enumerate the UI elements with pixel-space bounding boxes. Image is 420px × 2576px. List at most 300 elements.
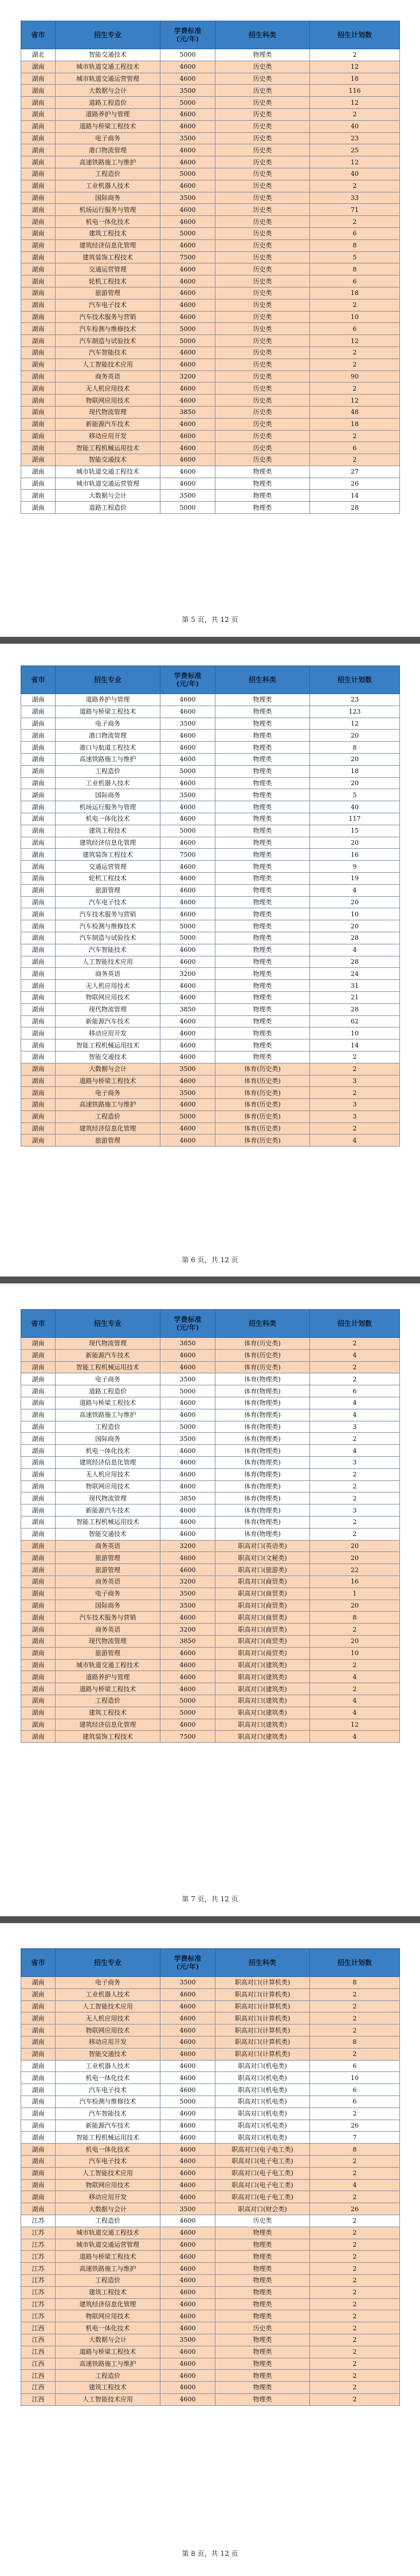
- cell-plan: 20: [310, 753, 400, 765]
- cell-province: 湖南: [21, 694, 56, 706]
- cell-category: 物理类: [215, 2298, 310, 2310]
- page-footer: 第 7 页，共 12 页: [182, 1895, 238, 1903]
- cell-major: 工程造价: [56, 2274, 160, 2286]
- cell-category: 体育(物理类): [215, 1373, 310, 1385]
- cell-tuition: 4600: [160, 1135, 215, 1147]
- cell-category: 历史类: [215, 406, 310, 418]
- cell-province: 江苏: [21, 2286, 56, 2298]
- cell-category: 物理类: [215, 2239, 310, 2251]
- table-row: [21, 108, 400, 120]
- cell-plan: 12: [310, 335, 400, 347]
- cell-tuition: 4600: [160, 2346, 215, 2358]
- table-row: [21, 275, 400, 287]
- cell-major: 工业机器人技术: [56, 2060, 160, 2072]
- cell-plan: 6: [310, 442, 400, 454]
- page-footer: 第 8 页，共 12 页: [182, 2550, 238, 2558]
- cell-category: 物理类: [215, 2263, 310, 2275]
- cell-plan: 4: [310, 1135, 400, 1147]
- cell-category: 历史类: [215, 2215, 310, 2227]
- cell-tuition: 7500: [160, 251, 215, 263]
- cell-province: 湖南: [21, 2024, 56, 2037]
- cell-plan: 2: [310, 346, 400, 359]
- cell-major: 建筑经济信息化管理: [56, 1122, 160, 1135]
- cell-plan: 2: [310, 216, 400, 228]
- page-separator: [0, 1916, 420, 1923]
- table-row: [21, 1624, 400, 1636]
- cell-plan: 20: [310, 1552, 400, 1564]
- header-category: 招生科类: [215, 1949, 310, 1977]
- cell-category: 职高对口(商贸类): [215, 1588, 310, 1600]
- cell-major: 工程造价: [56, 2215, 160, 2227]
- cell-tuition: 3500: [160, 1087, 215, 1099]
- cell-major: 高速铁路施工与维护: [56, 1099, 160, 1111]
- table-row: [21, 753, 400, 765]
- table-row: [21, 1051, 400, 1063]
- table-row: [21, 1480, 400, 1492]
- cell-major: 人工智能技术应用: [56, 2167, 160, 2179]
- cell-plan: 4: [310, 884, 400, 896]
- cell-major: 电子商务: [56, 1977, 160, 1989]
- cell-major: 城市轨道交通运营管理: [56, 2239, 160, 2251]
- table-row: [21, 1528, 400, 1540]
- cell-major: 旅游管理: [56, 884, 160, 896]
- cell-plan: 18: [310, 73, 400, 85]
- cell-province: 湖南: [21, 61, 56, 73]
- cell-plan: 20: [310, 1635, 400, 1647]
- cell-province: 湖南: [21, 777, 56, 789]
- cell-category: 职高对口(电子电工类): [215, 2179, 310, 2191]
- cell-tuition: 3500: [160, 1977, 215, 1989]
- cell-tuition: 3200: [160, 1575, 215, 1588]
- table-row: [21, 1647, 400, 1659]
- table-row: [21, 323, 400, 335]
- cell-category: 职高对口(计算机类): [215, 2048, 310, 2060]
- cell-category: 体育(历史类): [215, 1075, 310, 1087]
- cell-major: 机电一体化技术: [56, 2072, 160, 2084]
- cell-province: 湖南: [21, 1612, 56, 1624]
- table-row: [21, 694, 400, 706]
- cell-province: 湖南: [21, 239, 56, 251]
- cell-category: 职高对口(计算机类): [215, 1977, 310, 1989]
- cell-province: 湖南: [21, 1015, 56, 1027]
- cell-province: 湖南: [21, 1600, 56, 1612]
- cell-category: 职高对口(机电类): [215, 2072, 310, 2084]
- cell-category: 历史类: [215, 180, 310, 192]
- table-row: [21, 2000, 400, 2012]
- cell-plan: 8: [310, 1977, 400, 1989]
- cell-plan: 10: [310, 1647, 400, 1659]
- cell-province: 湖南: [21, 1659, 56, 1671]
- cell-province: 湖南: [21, 1087, 56, 1099]
- table-row: [21, 204, 400, 216]
- cell-province: 湖南: [21, 1468, 56, 1480]
- cell-plan: 8: [310, 1612, 400, 1624]
- cell-major: 机电一体化技术: [56, 1445, 160, 1457]
- cell-category: 职高对口(商贸类): [215, 1612, 310, 1624]
- cell-plan: 123: [310, 706, 400, 718]
- cell-tuition: 3850: [160, 406, 215, 418]
- cell-plan: 8: [310, 742, 400, 754]
- cell-tuition: 4600: [160, 1612, 215, 1624]
- table-row: [21, 2322, 400, 2334]
- cell-tuition: 4600: [160, 2382, 215, 2394]
- cell-major: 道路工程造价: [56, 97, 160, 109]
- table-row: [21, 1361, 400, 1373]
- table-row: [21, 168, 400, 180]
- table-row: [21, 73, 400, 85]
- cell-plan: 3: [310, 1099, 400, 1111]
- cell-category: 历史类: [215, 454, 310, 466]
- cell-major: 高速铁路施工与维护: [56, 2263, 160, 2275]
- cell-plan: 22: [310, 1564, 400, 1576]
- table-row: [21, 1135, 400, 1147]
- cell-plan: 2: [310, 1063, 400, 1075]
- cell-major: 商务英语: [56, 1575, 160, 1588]
- table-row: [21, 944, 400, 956]
- cell-tuition: 4600: [160, 2012, 215, 2024]
- table-row: [21, 2274, 400, 2286]
- table-row: [21, 1110, 400, 1122]
- table-row: [21, 383, 400, 395]
- table-row: [21, 2251, 400, 2263]
- header-category: 招生科类: [215, 21, 310, 49]
- cell-plan: 2: [310, 1528, 400, 1540]
- cell-plan: 6: [310, 227, 400, 239]
- cell-major: 建筑工程技术: [56, 227, 160, 239]
- cell-province: 湖南: [21, 968, 56, 980]
- cell-plan: 20: [310, 1600, 400, 1612]
- cell-province: 湖南: [21, 861, 56, 873]
- cell-tuition: 4600: [160, 694, 215, 706]
- cell-tuition: 4600: [160, 1480, 215, 1492]
- cell-tuition: 5000: [160, 2096, 215, 2108]
- cell-province: 湖南: [21, 442, 56, 454]
- cell-province: 湖南: [21, 418, 56, 430]
- cell-plan: 3: [310, 1110, 400, 1122]
- cell-province: 湖南: [21, 765, 56, 777]
- cell-category: 物理类: [215, 49, 310, 61]
- cell-province: 湖南: [21, 383, 56, 395]
- table-row: [21, 1445, 400, 1457]
- header-province: 省市: [21, 1949, 56, 1977]
- cell-major: 物联网应用技术: [56, 395, 160, 407]
- cell-tuition: 4600: [160, 311, 215, 323]
- cell-plan: 40: [310, 120, 400, 132]
- cell-plan: 10: [310, 908, 400, 920]
- table-row: [21, 371, 400, 383]
- cell-plan: 2: [310, 2227, 400, 2239]
- table-row: [21, 144, 400, 156]
- table-row: [21, 1600, 400, 1612]
- cell-plan: 8: [310, 2036, 400, 2048]
- cell-plan: 2: [310, 108, 400, 120]
- cell-major: 大数据与会计: [56, 85, 160, 97]
- cell-plan: 5: [310, 251, 400, 263]
- cell-province: 湖南: [21, 1135, 56, 1147]
- cell-province: 湖南: [21, 706, 56, 718]
- cell-tuition: 5000: [160, 502, 215, 514]
- cell-province: 湖南: [21, 956, 56, 968]
- cell-category: 物理类: [215, 478, 310, 490]
- cell-tuition: 4600: [160, 1719, 215, 1731]
- table-row: [21, 251, 400, 263]
- table-row: [21, 1027, 400, 1039]
- cell-major: 机电一体化技术: [56, 2322, 160, 2334]
- table-row: [21, 968, 400, 980]
- table-row: [21, 1075, 400, 1087]
- cell-tuition: 4600: [160, 61, 215, 73]
- cell-tuition: 3500: [160, 789, 215, 801]
- cell-major: 电子商务: [56, 1588, 160, 1600]
- cell-major: 建筑工程技术: [56, 825, 160, 837]
- cell-tuition: 4600: [160, 1504, 215, 1517]
- cell-tuition: 4600: [160, 1039, 215, 1051]
- cell-major: 建筑经济信息化管理: [56, 1456, 160, 1468]
- table-row: [21, 1588, 400, 1600]
- cell-category: 物理类: [215, 2227, 310, 2239]
- cell-plan: 14: [310, 490, 400, 502]
- cell-plan: 27: [310, 466, 400, 478]
- cell-province: 湖南: [21, 1635, 56, 1647]
- cell-category: 历史类: [215, 239, 310, 251]
- table-row: [21, 2155, 400, 2167]
- cell-category: 体育(历史类): [215, 1099, 310, 1111]
- cell-province: 湖南: [21, 932, 56, 944]
- cell-major: 建筑经济信息化管理: [56, 2298, 160, 2310]
- table-row: [21, 2108, 400, 2120]
- cell-plan: 31: [310, 980, 400, 992]
- cell-province: 湖南: [21, 180, 56, 192]
- header-plan: 招生计划数: [310, 21, 400, 49]
- table-row: [21, 430, 400, 442]
- cell-tuition: 5000: [160, 227, 215, 239]
- cell-category: 职高对口(商贸类): [215, 1624, 310, 1636]
- table-row: [21, 239, 400, 251]
- cell-plan: 28: [310, 932, 400, 944]
- cell-major: 汽车制造与试验技术: [56, 932, 160, 944]
- cell-province: 湖南: [21, 1003, 56, 1015]
- cell-category: 职高对口(计算机类): [215, 2024, 310, 2037]
- cell-tuition: 3200: [160, 968, 215, 980]
- table-row: [21, 2072, 400, 2084]
- page-separator: [0, 1277, 420, 1283]
- cell-category: 物理类: [215, 1003, 310, 1015]
- cell-tuition: 4600: [160, 180, 215, 192]
- cell-major: 城市轨道交通工程技术: [56, 61, 160, 73]
- cell-major: 道路工程造价: [56, 502, 160, 514]
- table-row: [21, 97, 400, 109]
- cell-plan: 12: [310, 718, 400, 730]
- table-row: [21, 120, 400, 132]
- cell-category: 体育(历史类): [215, 1122, 310, 1135]
- cell-province: 湖南: [21, 287, 56, 299]
- enrollment-table: [21, 665, 400, 1147]
- cell-category: 职高对口(财会类): [215, 2203, 310, 2215]
- cell-major: 交通运营管理: [56, 263, 160, 275]
- cell-province: 湖南: [21, 2072, 56, 2084]
- cell-major: 物联网应用技术: [56, 991, 160, 1003]
- cell-major: 国际商务: [56, 1433, 160, 1445]
- cell-tuition: 4600: [160, 2024, 215, 2037]
- cell-province: 湖南: [21, 1051, 56, 1063]
- table-header-row: [21, 1949, 400, 1977]
- header-province: 省市: [21, 21, 56, 49]
- cell-tuition: 4600: [160, 1647, 215, 1659]
- cell-category: 历史类: [215, 311, 310, 323]
- cell-province: 江西: [21, 2322, 56, 2334]
- cell-major: 新能源汽车技术: [56, 2120, 160, 2132]
- cell-category: 物理类: [215, 2393, 310, 2405]
- table-row: [21, 1385, 400, 1397]
- cell-major: 建筑装饰工程技术: [56, 849, 160, 861]
- cell-category: 职高对口(旅游类): [215, 1564, 310, 1576]
- cell-tuition: 4600: [160, 1409, 215, 1421]
- page-footer: 第 5 页，共 12 页: [182, 616, 238, 624]
- cell-major: 移动应用开发: [56, 1027, 160, 1039]
- cell-category: 职高对口(建筑类): [215, 1719, 310, 1731]
- cell-major: 道路养护与管理: [56, 694, 160, 706]
- cell-major: 工程造价: [56, 765, 160, 777]
- header-major: 招生专业: [56, 666, 160, 694]
- cell-major: 智能交通技术: [56, 1051, 160, 1063]
- table-row: [21, 180, 400, 192]
- cell-province: 湖南: [21, 132, 56, 144]
- cell-province: 湖南: [21, 1039, 56, 1051]
- cell-province: 湖南: [21, 1122, 56, 1135]
- cell-province: 湖南: [21, 156, 56, 168]
- cell-tuition: 4600: [160, 2179, 215, 2191]
- table-row: [21, 442, 400, 454]
- cell-major: 高速铁路施工与维护: [56, 2358, 160, 2370]
- cell-category: 物理类: [215, 1027, 310, 1039]
- table-row: [21, 1397, 400, 1409]
- table-row: [21, 742, 400, 754]
- cell-plan: 15: [310, 825, 400, 837]
- cell-province: 湖南: [21, 2012, 56, 2024]
- cell-tuition: 4600: [160, 730, 215, 742]
- cell-plan: 12: [310, 97, 400, 109]
- cell-major: 汽车电子技术: [56, 299, 160, 311]
- table-row: [21, 2144, 400, 2156]
- cell-major: 建筑经济信息化管理: [56, 837, 160, 849]
- cell-category: 职高对口(机电类): [215, 2120, 310, 2132]
- cell-major: 工程造价: [56, 1695, 160, 1707]
- table-row: [21, 2263, 400, 2275]
- cell-tuition: 4600: [160, 742, 215, 754]
- table-row: [21, 359, 400, 371]
- cell-tuition: 7500: [160, 1731, 215, 1743]
- table-row: [21, 1719, 400, 1731]
- cell-major: 旅游管理: [56, 1135, 160, 1147]
- cell-plan: 6: [310, 1385, 400, 1397]
- cell-major: 汽车技术服务与营销: [56, 1612, 160, 1624]
- table-header-row: [21, 666, 400, 694]
- cell-plan: 4: [310, 1349, 400, 1361]
- table-row: [21, 2179, 400, 2191]
- cell-category: 历史类: [215, 395, 310, 407]
- cell-province: 湖南: [21, 980, 56, 992]
- table-row: [21, 1707, 400, 1719]
- cell-major: 商务英语: [56, 371, 160, 383]
- cell-province: 湖南: [21, 2144, 56, 2156]
- cell-major: 道路养护与管理: [56, 1671, 160, 1683]
- table-row: [21, 932, 400, 944]
- cell-plan: 10: [310, 2072, 400, 2084]
- cell-category: 职高对口(建筑类): [215, 1659, 310, 1671]
- cell-plan: 10: [310, 311, 400, 323]
- table-row: [21, 156, 400, 168]
- cell-province: 湖南: [21, 1063, 56, 1075]
- cell-category: 职高对口(电子电工类): [215, 2155, 310, 2167]
- cell-tuition: 7500: [160, 849, 215, 861]
- cell-plan: 20: [310, 730, 400, 742]
- cell-tuition: 4600: [160, 1683, 215, 1695]
- header-category: 招生科类: [215, 1310, 310, 1338]
- table-row: [21, 1373, 400, 1385]
- table-row: [21, 1087, 400, 1099]
- cell-plan: 12: [310, 1719, 400, 1731]
- table-row: [21, 287, 400, 299]
- cell-plan: 90: [310, 371, 400, 383]
- cell-category: 历史类: [215, 287, 310, 299]
- cell-plan: 2: [310, 2286, 400, 2298]
- cell-tuition: 4600: [160, 2393, 215, 2405]
- cell-category: 物理类: [215, 861, 310, 873]
- cell-tuition: 4600: [160, 706, 215, 718]
- cell-tuition: 4600: [160, 1564, 215, 1576]
- cell-category: 物理类: [215, 2286, 310, 2298]
- cell-category: 历史类: [215, 299, 310, 311]
- cell-tuition: 3850: [160, 1003, 215, 1015]
- cell-plan: 20: [310, 837, 400, 849]
- cell-tuition: 5000: [160, 168, 215, 180]
- cell-major: 智能交通技术: [56, 454, 160, 466]
- cell-province: 湖南: [21, 2000, 56, 2012]
- cell-category: 职高对口(商贸类): [215, 1600, 310, 1612]
- cell-category: 历史类: [215, 97, 310, 109]
- cell-province: 湖南: [21, 1349, 56, 1361]
- cell-plan: 26: [310, 2120, 400, 2132]
- cell-tuition: 3500: [160, 490, 215, 502]
- cell-tuition: 3850: [160, 1492, 215, 1504]
- cell-category: 体育(物理类): [215, 1433, 310, 1445]
- table-row: [21, 466, 400, 478]
- table-row: [21, 2036, 400, 2048]
- table-row: [21, 1683, 400, 1695]
- cell-province: 湖南: [21, 1719, 56, 1731]
- cell-major: 汽车智能技术: [56, 2108, 160, 2120]
- cell-category: 历史类: [215, 144, 310, 156]
- cell-province: 湖南: [21, 1977, 56, 1989]
- cell-tuition: 4600: [160, 2036, 215, 2048]
- cell-tuition: 4600: [160, 837, 215, 849]
- cell-tuition: 4600: [160, 216, 215, 228]
- header-province: 省市: [21, 1310, 56, 1338]
- cell-plan: 2: [310, 2215, 400, 2227]
- table-row: [21, 1433, 400, 1445]
- cell-plan: 2: [310, 2000, 400, 2012]
- cell-plan: 33: [310, 192, 400, 204]
- cell-province: 湖南: [21, 2167, 56, 2179]
- cell-major: 新能源汽车技术: [56, 1504, 160, 1517]
- cell-category: 历史类: [215, 418, 310, 430]
- cell-tuition: 3500: [160, 132, 215, 144]
- cell-plan: 2: [310, 49, 400, 61]
- table-row: [21, 1552, 400, 1564]
- enrollment-table: [21, 1309, 400, 1743]
- cell-category: 职高对口(文秘类): [215, 1552, 310, 1564]
- cell-tuition: 4600: [160, 2298, 215, 2310]
